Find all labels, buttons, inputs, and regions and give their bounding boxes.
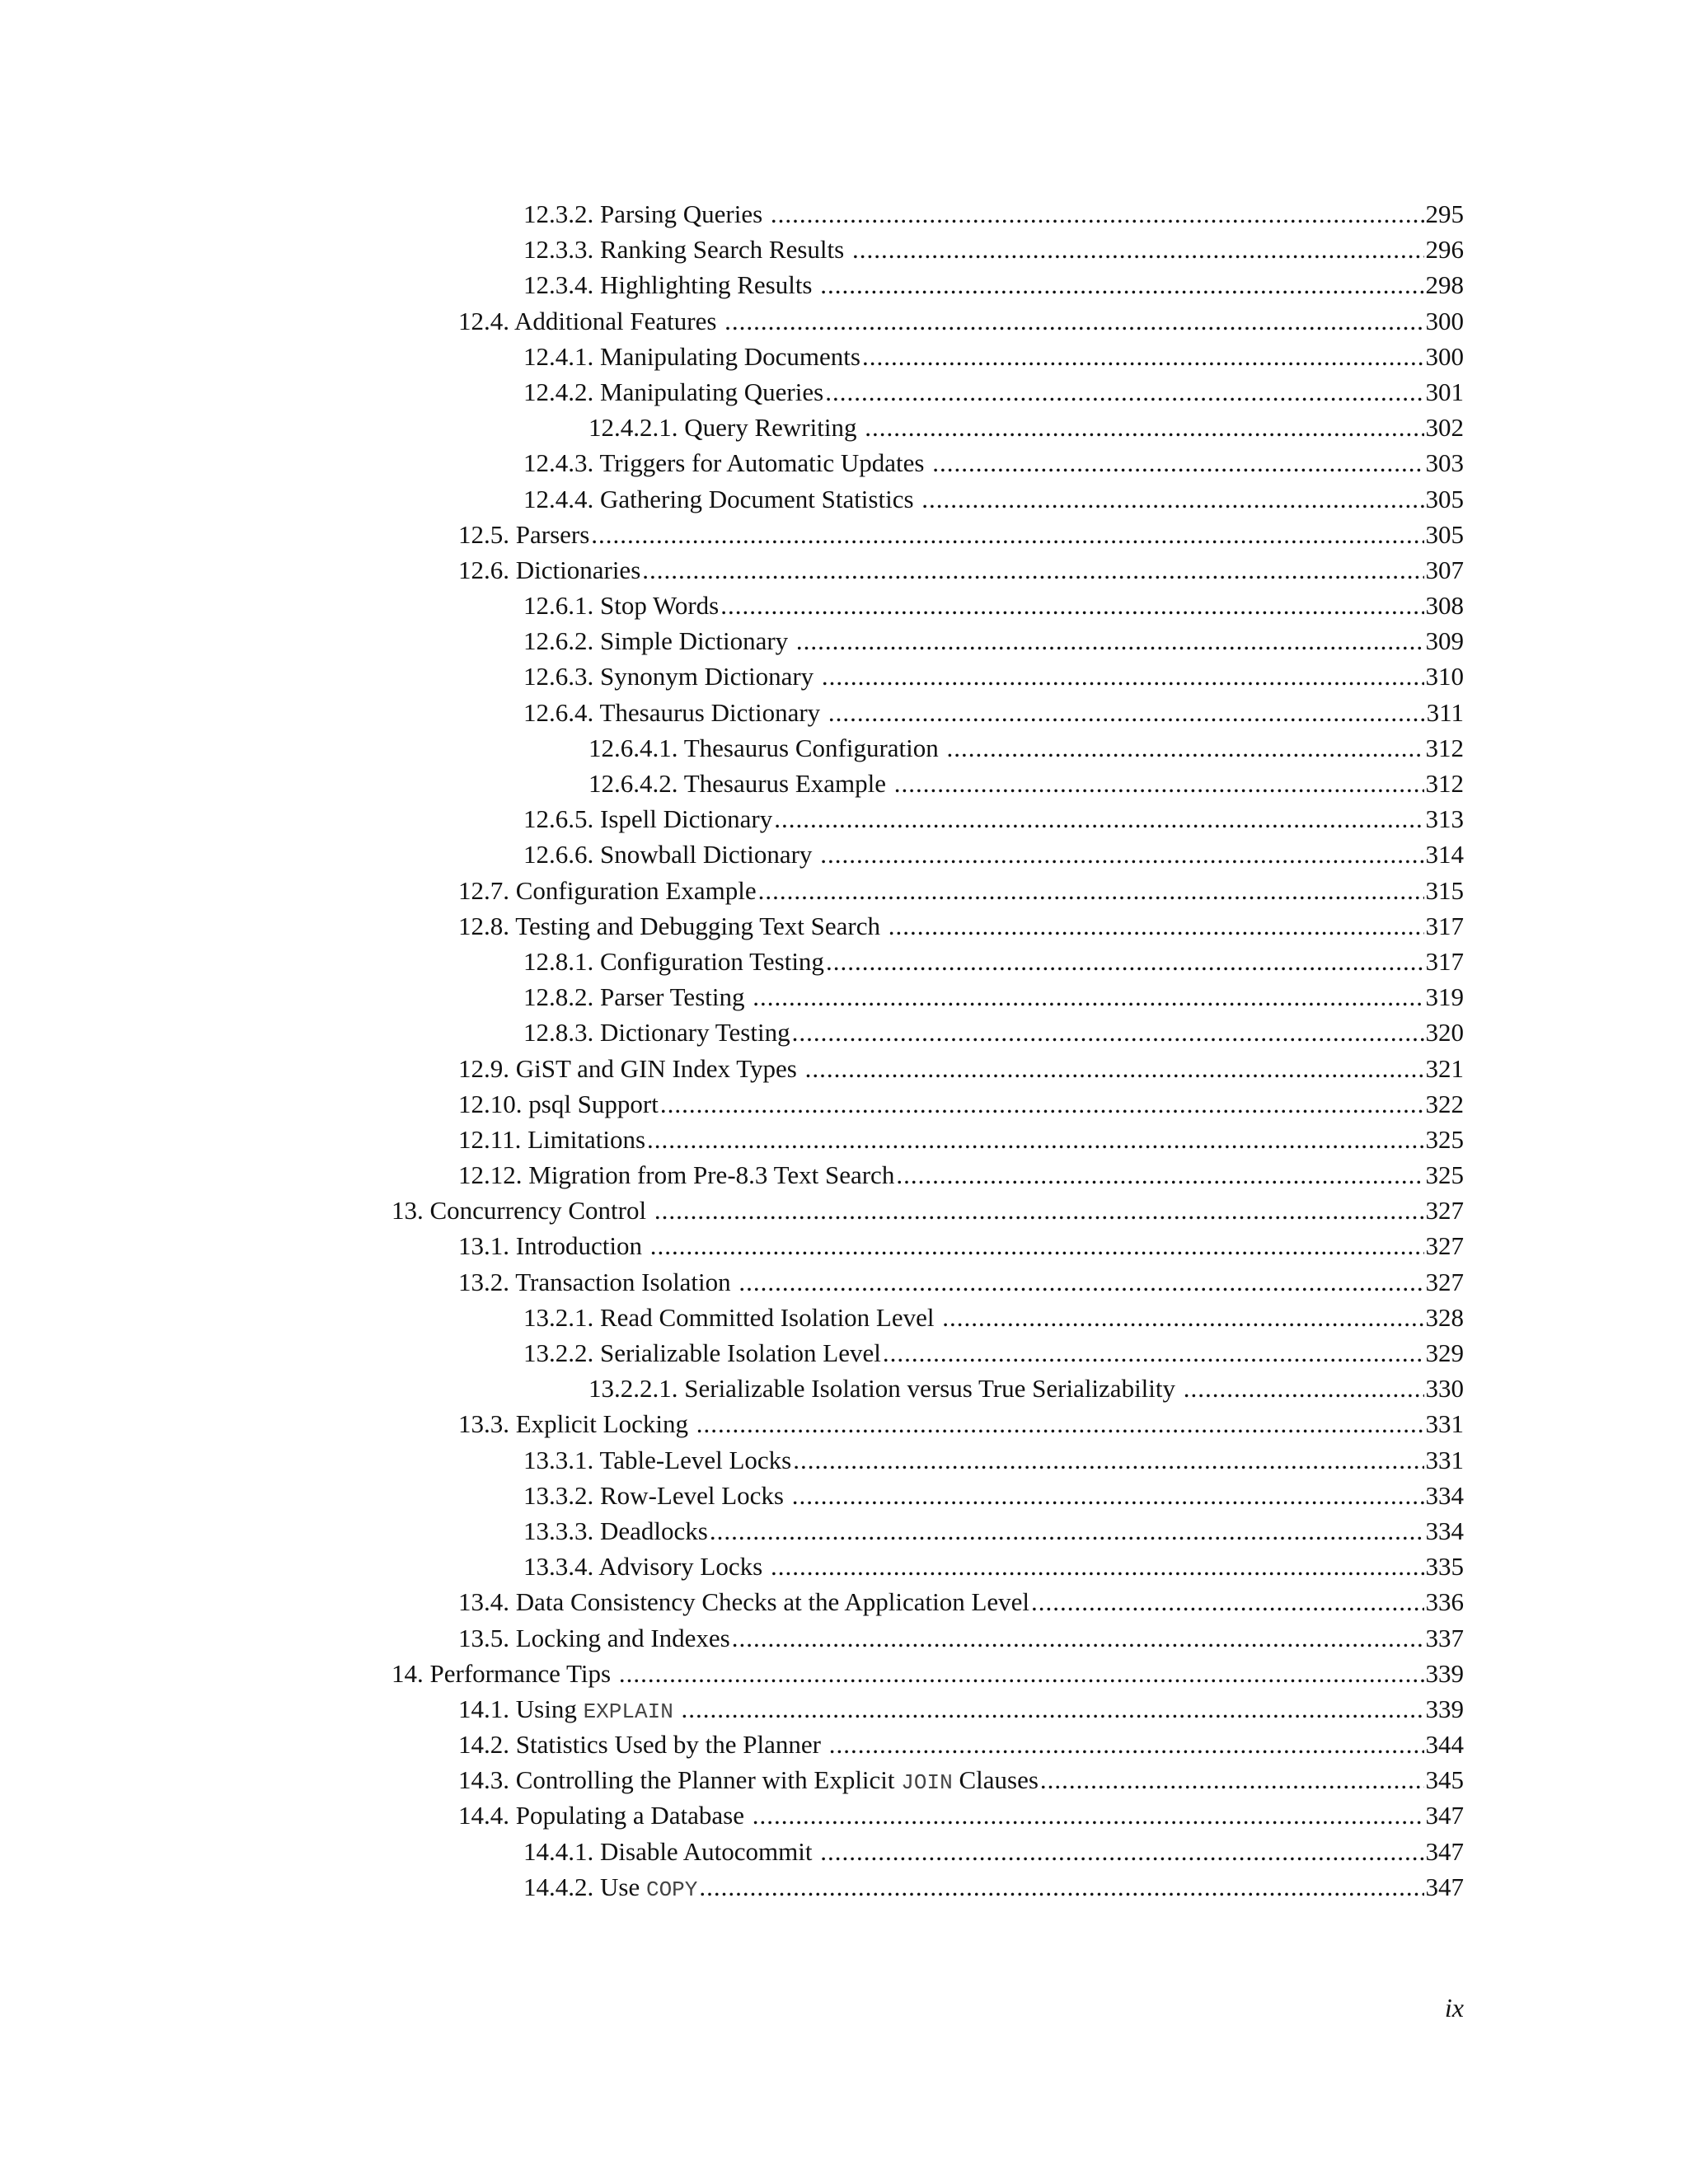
dot-leader	[826, 944, 1424, 979]
title-text: 12.8. Testing and Debugging Text Search	[458, 911, 887, 940]
dot-leader	[822, 658, 1424, 694]
toc-page-number: 339	[1425, 1658, 1464, 1688]
title-text: 13. Concurrency Control	[392, 1196, 653, 1226]
title-text: 12.6.4.1. Thesaurus Configuration	[588, 733, 945, 762]
toc-entry-title	[523, 1335, 881, 1371]
toc-page-number: 314	[1425, 840, 1464, 869]
toc-entry[interactable]	[0, 658, 1688, 694]
title-text: 12.12. Migration from Pre-8.3 Text Search	[458, 1160, 895, 1190]
toc-entry-title	[523, 623, 795, 658]
toc-page-number: 301	[1425, 377, 1464, 406]
toc-page-number: 320	[1425, 1018, 1464, 1047]
title-text: 12.3.3. Ranking Search Results	[523, 235, 851, 265]
title-text: 12.4.3. Triggers for Automatic Updates	[523, 448, 931, 478]
toc-page-number: 327	[1425, 1196, 1464, 1226]
toc-entry-title	[392, 1656, 617, 1691]
title-text: 12.9. GiST and GIN Index Types	[458, 1053, 804, 1083]
toc-entry-title	[458, 1797, 751, 1833]
title-text: 12.10. psql Support	[458, 1089, 659, 1118]
title-text: 13.5. Locking and Indexes	[458, 1623, 730, 1652]
toc-entry-title	[588, 730, 945, 766]
toc-entry[interactable]	[0, 1656, 1688, 1691]
toc-entry[interactable]	[0, 303, 1688, 339]
dot-leader	[942, 1300, 1423, 1335]
dot-leader	[650, 1228, 1424, 1263]
toc-entry-title	[458, 303, 723, 339]
title-text: 12.5. Parsers	[458, 519, 590, 549]
toc-entry[interactable]	[0, 1549, 1688, 1584]
toc-entry[interactable]	[0, 1620, 1688, 1656]
toc-page-number: 322	[1425, 1089, 1464, 1118]
toc-entry[interactable]	[0, 1691, 1688, 1727]
toc-page-number: 312	[1425, 733, 1464, 762]
toc-page-number: 309	[1425, 626, 1464, 656]
toc-entry-title	[458, 517, 589, 552]
dot-leader	[820, 837, 1423, 872]
toc-page-number: 329	[1425, 1338, 1464, 1367]
title-text: 14.3. Controlling the Planner with Explicit	[458, 1765, 902, 1795]
title-text: 12.6.1. Stop Words	[523, 591, 720, 621]
toc-entry[interactable]	[0, 1406, 1688, 1441]
toc-entry-title	[458, 1620, 730, 1656]
title-text: 13.3.3. Deadlocks	[523, 1516, 708, 1545]
title-text: 14.4.2. Use	[523, 1872, 646, 1901]
toc-entry-title	[458, 1122, 645, 1157]
toc-entry-title	[523, 1834, 818, 1869]
toc-entry-title	[523, 588, 719, 623]
toc-page-number: 339	[1425, 1694, 1464, 1723]
dot-leader	[1040, 1762, 1424, 1797]
title-text: 12.6.4.2. Thesaurus Example	[588, 769, 893, 798]
dot-leader	[932, 445, 1423, 480]
title-text: 12.11. Limitations	[458, 1124, 646, 1154]
toc-entry[interactable]	[0, 944, 1688, 979]
toc-entry[interactable]	[0, 1015, 1688, 1050]
dot-leader	[753, 979, 1423, 1015]
dot-leader	[865, 410, 1423, 445]
toc-entry-title	[588, 766, 893, 801]
toc-entry[interactable]	[0, 1264, 1688, 1300]
toc-page-number: 336	[1425, 1587, 1464, 1617]
toc-entry-title	[523, 1549, 769, 1584]
toc-entry-title	[458, 1228, 649, 1263]
dot-leader	[947, 730, 1424, 766]
toc-entry-title	[523, 1300, 940, 1335]
dot-leader	[825, 374, 1423, 410]
toc-entry[interactable]	[0, 766, 1688, 801]
title-text: 13.3. Explicit Locking	[458, 1409, 695, 1439]
toc-entry-title	[458, 1406, 695, 1441]
title-text: 12.4.4. Gathering Document Statistics	[523, 484, 921, 513]
title-text: 12.8.3. Dictionary Testing	[523, 1018, 790, 1047]
toc-entry[interactable]	[0, 730, 1688, 766]
title-text: 12.6.2. Simple Dictionary	[523, 626, 795, 656]
dot-leader	[771, 1549, 1424, 1584]
dot-leader	[805, 1051, 1424, 1086]
toc-entry[interactable]	[0, 1228, 1688, 1263]
toc-page-number: 327	[1425, 1267, 1464, 1296]
dot-leader	[696, 1406, 1424, 1441]
dot-leader	[820, 1834, 1423, 1869]
dot-leader	[660, 1086, 1424, 1122]
title-text: 14.4. Populating a Database	[458, 1801, 751, 1830]
title-text: 14.2. Statistics Used by the Planner	[458, 1730, 828, 1760]
toc-page-number: 317	[1425, 946, 1464, 976]
toc-entry-title	[523, 1869, 697, 1908]
dot-leader	[792, 1015, 1424, 1050]
toc-entry[interactable]	[0, 1834, 1688, 1869]
toc-entry[interactable]	[0, 196, 1688, 232]
title-text: 12.4.1. Manipulating Documents	[523, 341, 860, 371]
toc-entry[interactable]	[0, 1442, 1688, 1478]
title-text: 12.8.1. Configuration Testing	[523, 946, 824, 976]
toc-entry[interactable]	[0, 1478, 1688, 1513]
toc-page-number: 295	[1425, 199, 1464, 228]
title-text: 13.1. Introduction	[458, 1231, 649, 1261]
title-text: 13.3.4. Advisory Locks	[523, 1552, 769, 1582]
toc-entry[interactable]	[0, 1086, 1688, 1122]
title-text: 13.3.2. Row-Level Locks	[523, 1480, 790, 1510]
toc-page-number: 327	[1425, 1231, 1464, 1261]
dot-leader	[921, 481, 1423, 517]
toc-entry-title	[392, 1193, 653, 1228]
title-text: 12.6.3. Synonym Dictionary	[523, 662, 820, 691]
title-text: 12.3.2. Parsing Queries	[523, 199, 769, 228]
title-text: 14.1. Using	[458, 1694, 584, 1723]
dot-leader	[699, 1869, 1423, 1905]
dot-leader	[771, 196, 1424, 232]
toc-entry[interactable]	[0, 267, 1688, 302]
dot-leader	[753, 1797, 1424, 1833]
toc-page-number: 319	[1425, 982, 1464, 1012]
toc-entry-title	[588, 1371, 1182, 1406]
dot-leader	[896, 1157, 1423, 1193]
code-literal: JOIN	[901, 1770, 953, 1796]
toc-entry[interactable]	[0, 1300, 1688, 1335]
title-text: 12.4.2. Manipulating Queries	[523, 377, 824, 406]
title-text: 12.3.4. Highlighting Results	[523, 270, 819, 300]
toc-entry[interactable]	[0, 1193, 1688, 1228]
title-text: 12.6. Dictionaries	[458, 555, 641, 584]
dot-leader	[647, 1122, 1423, 1157]
toc-entry[interactable]	[0, 873, 1688, 908]
title-text: 12.6.4. Thesaurus Dictionary	[523, 697, 827, 727]
dot-leader	[732, 1620, 1424, 1656]
toc-page-number: 305	[1425, 484, 1464, 513]
toc-entry-title	[523, 196, 769, 232]
toc-page-number: 330	[1425, 1374, 1464, 1404]
toc-page-number: 308	[1425, 591, 1464, 621]
title-text: 13.4. Data Consistency Checks at the Application Level	[458, 1587, 1030, 1617]
toc-entry[interactable]	[0, 552, 1688, 588]
toc-entry[interactable]	[0, 1513, 1688, 1549]
toc-page-number: 305	[1425, 519, 1464, 549]
toc-page-number: 347	[1425, 1801, 1464, 1830]
title-text: 13.2.2. Serializable Isolation Level	[523, 1338, 881, 1367]
toc-entry[interactable]	[0, 374, 1688, 410]
toc-entry[interactable]	[0, 801, 1688, 837]
toc-entry[interactable]	[0, 1727, 1688, 1762]
dot-leader	[894, 766, 1424, 801]
dot-leader	[774, 801, 1423, 837]
dot-leader	[1184, 1371, 1424, 1406]
toc-entry-title	[458, 1584, 1029, 1619]
toc-page-number: 325	[1425, 1160, 1464, 1190]
title-text: 12.6.5. Ispell Dictionary	[523, 804, 773, 834]
toc-entry[interactable]	[0, 517, 1688, 552]
toc-entry[interactable]	[0, 623, 1688, 658]
toc-entry-title	[523, 1513, 708, 1549]
toc-entry[interactable]	[0, 1869, 1688, 1905]
title-text: 14.4.1. Disable Autocommit	[523, 1836, 819, 1866]
toc-page-number: 317	[1425, 911, 1464, 940]
toc-entry-title	[458, 873, 757, 908]
dot-leader	[792, 1478, 1424, 1513]
toc-entry-title	[458, 1157, 894, 1193]
toc-entry[interactable]	[0, 837, 1688, 872]
toc-entry-title	[523, 658, 820, 694]
dot-leader	[883, 1335, 1424, 1371]
toc-entry[interactable]	[0, 481, 1688, 517]
title-text: 12.4. Additional Features	[458, 306, 724, 335]
toc-entry-title	[458, 552, 640, 588]
toc-page-number: 344	[1425, 1730, 1464, 1760]
title-text: 12.6.6. Snowball Dictionary	[523, 840, 819, 869]
toc-page-number: 337	[1425, 1623, 1464, 1652]
dot-leader	[828, 695, 1425, 730]
toc-page-number: 334	[1425, 1516, 1464, 1545]
toc-page-number: 335	[1425, 1552, 1464, 1582]
code-literal: EXPLAIN	[583, 1699, 673, 1724]
toc-entry-title	[523, 801, 772, 837]
toc-entry[interactable]	[0, 1157, 1688, 1193]
dot-leader	[1031, 1584, 1423, 1619]
toc-entry[interactable]	[0, 1762, 1688, 1797]
title-text: 13.2.1. Read Committed Isolation Level	[523, 1302, 941, 1332]
title-text: 12.7. Configuration Example	[458, 875, 757, 905]
toc-entry[interactable]	[0, 908, 1688, 944]
toc-entry[interactable]	[0, 1584, 1688, 1619]
title-text: 13.2.2.1. Serializable Isolation versus True Serializability	[588, 1374, 1182, 1404]
toc-entry-title	[523, 232, 851, 267]
toc-entry-title	[458, 1691, 680, 1730]
toc-page-number: 328	[1425, 1302, 1464, 1332]
toc-page-number: 325	[1425, 1124, 1464, 1154]
toc-entry-title	[458, 908, 887, 944]
dot-leader	[724, 303, 1423, 339]
dot-leader	[710, 1513, 1424, 1549]
toc-entry-title	[523, 1478, 790, 1513]
dot-leader	[654, 1193, 1424, 1228]
dot-leader	[619, 1656, 1424, 1691]
toc-page-number: 331	[1425, 1409, 1464, 1439]
toc-entry-title	[523, 979, 751, 1015]
toc-entry[interactable]	[0, 1122, 1688, 1157]
toc-page-number: 296	[1425, 235, 1464, 265]
toc-entry[interactable]	[0, 695, 1688, 730]
toc-entry-title	[523, 837, 818, 872]
toc-page-number: 321	[1425, 1053, 1464, 1083]
toc-entry-title	[458, 1762, 1039, 1801]
toc-entry-title	[523, 1442, 791, 1478]
toc-page-number: 313	[1425, 804, 1464, 834]
title-text: 13.2. Transaction Isolation	[458, 1267, 738, 1296]
toc-page-number: 298	[1425, 270, 1464, 300]
dot-leader	[793, 1442, 1423, 1478]
dot-leader	[738, 1264, 1423, 1300]
title-text: 12.4.2.1. Query Rewriting	[588, 413, 864, 443]
toc-entry-title	[523, 374, 823, 410]
toc-entry-title	[458, 1051, 804, 1086]
title-text	[673, 1694, 680, 1723]
toc-entry-title	[523, 267, 818, 302]
toc-entry-title	[523, 339, 860, 374]
toc-page-number: 315	[1425, 875, 1464, 905]
dot-leader	[796, 623, 1424, 658]
toc-page-number: 311	[1426, 697, 1464, 727]
toc-entry[interactable]	[0, 979, 1688, 1015]
title-text: Clauses	[952, 1765, 1039, 1795]
toc-entry-title	[523, 695, 827, 730]
toc-entry-title	[523, 1015, 790, 1050]
toc-entry-title	[588, 410, 863, 445]
toc-entry[interactable]	[0, 588, 1688, 623]
dot-leader	[852, 232, 1424, 267]
toc-page-number: 347	[1425, 1872, 1464, 1901]
toc-page-number: 307	[1425, 555, 1464, 584]
toc-entry-title	[523, 445, 931, 480]
toc-entry-title	[523, 481, 920, 517]
toc-entry[interactable]	[0, 339, 1688, 374]
toc-page-number: 334	[1425, 1480, 1464, 1510]
toc-page-number: 303	[1425, 448, 1464, 478]
toc-page-number: 347	[1425, 1836, 1464, 1866]
table-of-contents	[0, 196, 1688, 1905]
dot-leader	[820, 267, 1423, 302]
toc-entry[interactable]	[0, 232, 1688, 267]
page-folio: ix	[1444, 1993, 1464, 2022]
dot-leader	[682, 1691, 1424, 1727]
toc-entry[interactable]	[0, 410, 1688, 445]
dot-leader	[642, 552, 1423, 588]
toc-entry[interactable]	[0, 1797, 1688, 1833]
toc-page-number: 345	[1425, 1765, 1464, 1795]
toc-entry[interactable]	[0, 1051, 1688, 1086]
toc-entry-title	[458, 1727, 828, 1762]
toc-entry-title	[523, 944, 824, 979]
toc-page-number: 331	[1425, 1445, 1464, 1474]
dot-leader	[862, 339, 1424, 374]
toc-page-number: 310	[1425, 662, 1464, 691]
dot-leader	[829, 1727, 1424, 1762]
toc-page-number: 312	[1425, 769, 1464, 798]
title-text: 13.3.1. Table-Level Locks	[523, 1445, 792, 1474]
toc-page-number: 300	[1425, 341, 1464, 371]
toc-page-number: 302	[1425, 413, 1464, 443]
toc-entry-title	[458, 1264, 737, 1300]
code-literal: COPY	[645, 1877, 698, 1902]
title-text: 12.8.2. Parser Testing	[523, 982, 752, 1012]
dot-leader	[758, 873, 1424, 908]
dot-leader	[591, 517, 1423, 552]
toc-page-number: 300	[1425, 306, 1464, 335]
toc-entry-title	[458, 1086, 659, 1122]
dot-leader	[720, 588, 1423, 623]
toc-entry[interactable]	[0, 1335, 1688, 1371]
title-text: 14. Performance Tips	[392, 1658, 617, 1688]
dot-leader	[889, 908, 1424, 944]
toc-entry[interactable]	[0, 445, 1688, 480]
toc-entry[interactable]	[0, 1371, 1688, 1406]
